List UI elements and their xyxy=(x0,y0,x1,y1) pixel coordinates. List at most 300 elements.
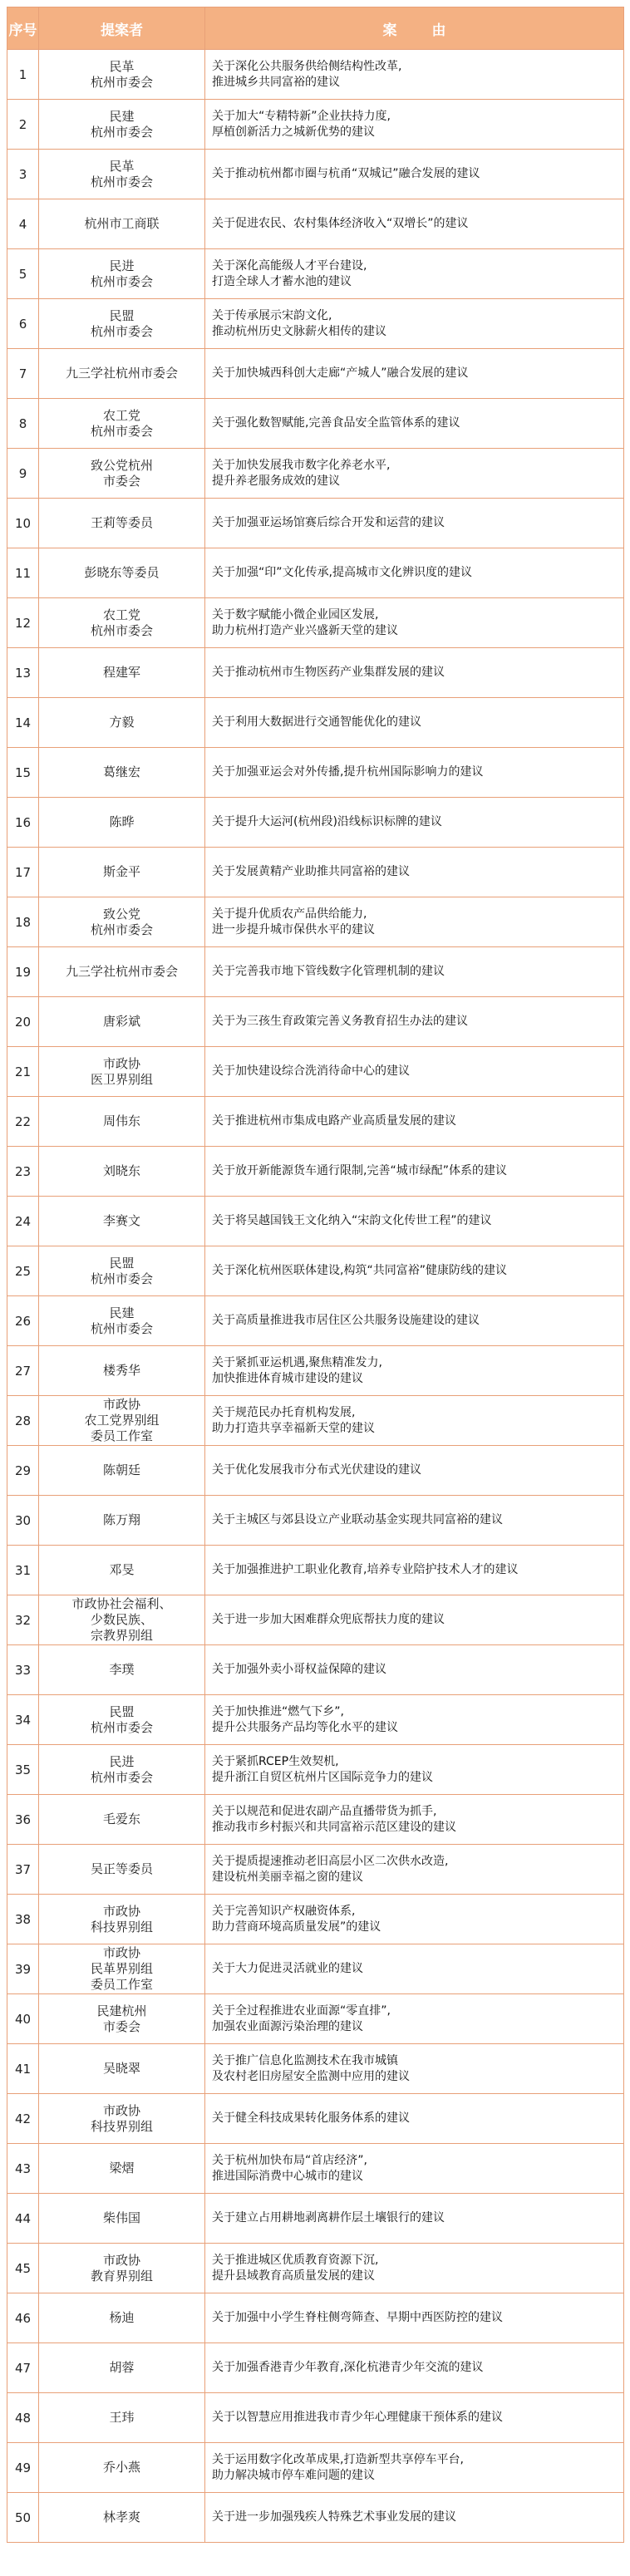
row-reason xyxy=(205,1546,624,1595)
row-reason xyxy=(205,897,624,947)
proposer-line: 市政协 xyxy=(102,2252,140,2268)
reason-line: 进一步提升城市保供水平的建议 xyxy=(212,922,375,937)
proposer-line: 乔小燕 xyxy=(102,2460,140,2475)
proposer-line: 杭州市委会 xyxy=(90,423,153,439)
row-index: 39 xyxy=(7,1944,39,1994)
row-reason xyxy=(205,100,624,150)
row-reason xyxy=(205,2044,624,2094)
row-proposer xyxy=(39,1695,205,1745)
reason-line: 关于优化发展我市分布式光伏建设的建议 xyxy=(212,1463,421,1477)
proposer-line: 民革界别组 xyxy=(90,1961,153,1976)
table-row xyxy=(7,1097,624,1147)
row-index: 20 xyxy=(7,997,39,1047)
row-proposer xyxy=(39,2244,205,2293)
row-index: 40 xyxy=(7,1994,39,2044)
row-proposer xyxy=(39,1296,205,1346)
row-index: 3 xyxy=(7,150,39,199)
proposer-line: 彭晓东等委员 xyxy=(84,565,160,580)
reason-line: 关于加快城西科创大走廊“产城人”融合发展的建议 xyxy=(212,366,469,380)
reason-line: 助力营商环境高质量发展”的建议 xyxy=(212,1920,381,1934)
table-row xyxy=(7,1994,624,2044)
row-proposer xyxy=(39,1994,205,2044)
row-index: 42 xyxy=(7,2094,39,2144)
proposer-line: 农工党 xyxy=(102,607,140,622)
table-row xyxy=(7,848,624,897)
proposer-line: 李璞 xyxy=(109,1662,135,1677)
row-index: 27 xyxy=(7,1346,39,1396)
row-reason xyxy=(205,1346,624,1396)
reason-line: 关于推动杭州市生物医药产业集群发展的建议 xyxy=(212,666,445,679)
row-reason xyxy=(205,1147,624,1197)
row-reason xyxy=(205,698,624,748)
row-index: 36 xyxy=(7,1795,39,1845)
row-reason xyxy=(205,1047,624,1097)
row-index: 37 xyxy=(7,1845,39,1895)
table-row xyxy=(7,100,624,150)
proposer-line: 吴正等委员 xyxy=(90,1861,153,1876)
reason-line: 关于传承展示宋韵文化, xyxy=(212,308,332,322)
row-reason xyxy=(205,548,624,598)
reason-line: 关于完善知识产权融资体系, xyxy=(212,1904,356,1918)
reason-line: 关于加快建设综合洗消待命中心的建议 xyxy=(212,1064,410,1078)
proposer-line: 民盟 xyxy=(109,1703,135,1719)
table-row xyxy=(7,2493,624,2543)
table-row xyxy=(7,249,624,299)
row-index: 41 xyxy=(7,2044,39,2094)
row-index: 15 xyxy=(7,748,39,798)
row-reason xyxy=(205,2443,624,2493)
reason-line: 助力解决城市停车难问题的建议 xyxy=(212,2468,375,2482)
table-row xyxy=(7,150,624,199)
reason-line: 助力打造共享幸福新天堂的建议 xyxy=(212,1421,375,1435)
row-index: 46 xyxy=(7,2293,39,2343)
table-row xyxy=(7,2443,624,2493)
proposer-line: 科技界别组 xyxy=(90,2118,153,2134)
table-row xyxy=(7,1246,624,1296)
row-index: 1 xyxy=(7,50,39,100)
proposer-line: 陈晔 xyxy=(109,814,135,829)
row-reason xyxy=(205,648,624,698)
proposer-line: 科技界别组 xyxy=(90,1919,153,1934)
row-reason xyxy=(205,1645,624,1695)
reason-line: 关于建立占用耕地剥离耕作层土壤银行的建议 xyxy=(212,2211,445,2225)
reason-line: 关于加强香港青少年教育,深化杭港青少年交流的建议 xyxy=(212,2361,484,2374)
table-row xyxy=(7,349,624,399)
reason-line: 关于加大“专精特新”企业扶持力度, xyxy=(212,109,391,123)
row-index: 34 xyxy=(7,1695,39,1745)
row-proposer xyxy=(39,2293,205,2343)
row-index: 11 xyxy=(7,548,39,598)
proposer-line: 杭州市工商联 xyxy=(84,216,160,231)
row-index: 8 xyxy=(7,399,39,449)
reason-line: 推进城乡共同富裕的建议 xyxy=(212,75,340,89)
table-row xyxy=(7,299,624,349)
row-reason xyxy=(205,399,624,449)
row-proposer xyxy=(39,299,205,349)
row-proposer xyxy=(39,1197,205,1246)
reason-line: 关于运用数字化改革成果,打造新型共享停车平台, xyxy=(212,2452,464,2466)
row-reason xyxy=(205,2343,624,2393)
row-proposer xyxy=(39,1047,205,1097)
proposer-line: 市委会 xyxy=(102,473,140,489)
row-index: 22 xyxy=(7,1097,39,1147)
proposer-line: 程建军 xyxy=(102,665,140,680)
row-proposer xyxy=(39,798,205,848)
row-proposer xyxy=(39,648,205,698)
row-proposer xyxy=(39,150,205,199)
row-reason xyxy=(205,1944,624,1994)
table-row xyxy=(7,648,624,698)
proposer-line: 杭州市委会 xyxy=(90,1320,153,1336)
proposer-line: 李赛文 xyxy=(102,1213,140,1228)
table-row xyxy=(7,2343,624,2393)
proposer-line: 陈万翔 xyxy=(102,1512,140,1527)
reason-line: 关于强化数智赋能,完善食品安全监管体系的建议 xyxy=(212,416,460,430)
header-proposer: 提案者 xyxy=(39,7,205,50)
row-proposer xyxy=(39,1595,205,1645)
row-index: 44 xyxy=(7,2194,39,2244)
proposer-line: 农工党 xyxy=(102,407,140,423)
row-index: 38 xyxy=(7,1895,39,1944)
proposer-line: 王玮 xyxy=(109,2410,135,2425)
proposer-line: 民建 xyxy=(109,1305,135,1320)
row-reason xyxy=(205,947,624,997)
table-row xyxy=(7,947,624,997)
row-index: 26 xyxy=(7,1296,39,1346)
row-index: 14 xyxy=(7,698,39,748)
proposer-line: 杭州市委会 xyxy=(90,922,153,937)
row-proposer xyxy=(39,1246,205,1296)
row-reason xyxy=(205,1197,624,1246)
row-proposer xyxy=(39,449,205,499)
reason-line: 关于杭州加快布局“首店经济”, xyxy=(212,2153,367,2167)
table-row xyxy=(7,2094,624,2144)
table-row xyxy=(7,499,624,548)
row-proposer xyxy=(39,897,205,947)
proposer-line: 林孝爽 xyxy=(102,2510,140,2524)
row-reason xyxy=(205,50,624,100)
row-reason xyxy=(205,249,624,299)
reason-line: 关于完善我市地下管线数字化管理机制的建议 xyxy=(212,965,445,978)
reason-line: 关于利用大数据进行交通智能优化的建议 xyxy=(212,715,421,729)
row-reason xyxy=(205,598,624,648)
row-index: 45 xyxy=(7,2244,39,2293)
proposer-line: 民建 xyxy=(109,108,135,124)
row-reason xyxy=(205,1745,624,1795)
reason-line: 打造全球人才蓄水池的建议 xyxy=(212,274,352,288)
proposer-line: 民进 xyxy=(109,258,135,273)
row-proposer xyxy=(39,2493,205,2543)
proposer-line: 柴伟国 xyxy=(102,2210,140,2225)
row-index: 49 xyxy=(7,2443,39,2493)
row-index: 19 xyxy=(7,947,39,997)
table-row xyxy=(7,1446,624,1496)
row-reason xyxy=(205,1446,624,1496)
reason-line: 关于规范民办托育机构发展, xyxy=(212,1405,356,1419)
table-row xyxy=(7,1396,624,1446)
row-index: 43 xyxy=(7,2144,39,2194)
row-index: 25 xyxy=(7,1246,39,1296)
row-index: 47 xyxy=(7,2343,39,2393)
row-index: 31 xyxy=(7,1546,39,1595)
proposer-line: 民革 xyxy=(109,158,135,174)
proposer-line: 医卫界别组 xyxy=(90,1071,153,1087)
row-reason xyxy=(205,2144,624,2194)
table-row xyxy=(7,598,624,648)
reason-line: 关于发展黄精产业助推共同富裕的建议 xyxy=(212,865,410,878)
reason-line: 关于促进农民、农村集体经济收入“双增长”的建议 xyxy=(212,217,469,230)
reason-line: 提升浙江自贸区杭州片区国际竞争力的建议 xyxy=(212,1770,433,1784)
row-index: 12 xyxy=(7,598,39,648)
proposer-line: 杭州市委会 xyxy=(90,124,153,140)
row-proposer xyxy=(39,499,205,548)
reason-line: 厚植创新活力之城新优势的建议 xyxy=(212,125,375,139)
table-row xyxy=(7,1546,624,1595)
reason-line: 关于主城区与郊县设立产业联动基金实现共同富裕的建议 xyxy=(212,1513,503,1526)
proposer-line: 市政协社会福利、 xyxy=(71,1596,172,1611)
row-index: 18 xyxy=(7,897,39,947)
reason-line: 关于加强“印”文化传承,提高城市文化辨识度的建议 xyxy=(212,566,472,579)
reason-line: 关于提升优质农产品供给能力, xyxy=(212,907,367,921)
proposer-line: 杭州市委会 xyxy=(90,174,153,189)
row-proposer xyxy=(39,50,205,100)
row-reason xyxy=(205,997,624,1047)
reason-line: 关于加强亚运会对外传播,提升杭州国际影响力的建议 xyxy=(212,765,484,779)
reason-line: 关于高质量推进我市居住区公共服务设施建设的建议 xyxy=(212,1314,480,1327)
row-proposer xyxy=(39,2443,205,2493)
table-row xyxy=(7,1296,624,1346)
row-reason xyxy=(205,1845,624,1895)
table-row xyxy=(7,2044,624,2094)
row-reason xyxy=(205,798,624,848)
reason-line: 关于推进城区优质教育资源下沉, xyxy=(212,2253,379,2267)
table-row xyxy=(7,1147,624,1197)
row-reason xyxy=(205,2094,624,2144)
proposer-line: 市政协 xyxy=(102,1055,140,1071)
table-row xyxy=(7,2194,624,2244)
row-reason xyxy=(205,1396,624,1446)
table-row xyxy=(7,1197,624,1246)
row-reason xyxy=(205,848,624,897)
reason-line: 关于推广信息化监测技术在我市城镇 xyxy=(212,2053,398,2067)
reason-line: 关于进一步加强残疾人特殊艺术事业发展的建议 xyxy=(212,2510,456,2524)
reason-line: 关于将吴越国钱王文化纳入“宋韵文化传世工程”的建议 xyxy=(212,1214,492,1227)
table-body xyxy=(7,50,624,2543)
row-proposer xyxy=(39,947,205,997)
table-row xyxy=(7,2393,624,2443)
reason-line: 关于全过程推进农业面源“零直排”, xyxy=(212,2003,391,2018)
row-reason xyxy=(205,199,624,249)
reason-line: 关于放开新能源货车通行限制,完善“城市绿配”体系的建议 xyxy=(212,1164,507,1177)
table-header-row xyxy=(7,7,624,50)
table-row xyxy=(7,199,624,249)
proposer-line: 市委会 xyxy=(102,2018,140,2034)
proposer-line: 葛继宏 xyxy=(102,764,140,779)
row-reason xyxy=(205,150,624,199)
row-reason xyxy=(205,1296,624,1346)
reason-line: 关于加强中小学生脊柱侧弯筛查、早期中西医防控的建议 xyxy=(212,2311,503,2324)
row-reason xyxy=(205,2293,624,2343)
reason-line: 关于加快推进“燃气下乡”, xyxy=(212,1704,344,1718)
row-proposer xyxy=(39,249,205,299)
row-proposer xyxy=(39,1845,205,1895)
proposer-line: 杭州市委会 xyxy=(90,1769,153,1785)
header-reason: 案由 xyxy=(205,7,624,50)
reason-line: 建设杭州美丽幸福之窗的建议 xyxy=(212,1870,363,1884)
row-proposer xyxy=(39,349,205,399)
header-index: 序号 xyxy=(7,7,39,50)
reason-line: 加强农业面源污染治理的建议 xyxy=(212,2019,363,2033)
row-reason xyxy=(205,1595,624,1645)
row-proposer xyxy=(39,1645,205,1695)
proposer-line: 九三学社杭州市委会 xyxy=(65,366,178,381)
table-row xyxy=(7,897,624,947)
table-row xyxy=(7,798,624,848)
table-row xyxy=(7,2293,624,2343)
row-reason xyxy=(205,1994,624,2044)
row-proposer xyxy=(39,2343,205,2393)
row-proposer xyxy=(39,1944,205,1994)
row-proposer xyxy=(39,2393,205,2443)
table-row xyxy=(7,1895,624,1944)
row-proposer xyxy=(39,598,205,648)
row-index: 48 xyxy=(7,2393,39,2443)
proposer-line: 杭州市委会 xyxy=(90,323,153,339)
proposer-line: 委员工作室 xyxy=(90,1977,153,1992)
table-row xyxy=(7,1745,624,1795)
reason-line: 推动我市乡村振兴和共同富裕示范区建设的建议 xyxy=(212,1820,456,1834)
reason-line: 关于加强推进护工职业化教育,培养专业陪护技术人才的建议 xyxy=(212,1563,519,1576)
row-proposer xyxy=(39,2194,205,2244)
proposer-line: 委员工作室 xyxy=(90,1428,153,1443)
reason-line: 关于推进杭州市集成电路产业高质量发展的建议 xyxy=(212,1114,456,1128)
proposer-line: 致公党 xyxy=(102,906,140,922)
proposer-line: 周伟东 xyxy=(102,1113,140,1128)
reason-line: 关于紧抓亚运机遇,聚焦精准发力, xyxy=(212,1355,382,1369)
reason-line: 推动杭州历史文脉薪火相传的建议 xyxy=(212,324,386,338)
proposer-line: 少数民族、 xyxy=(90,1612,153,1627)
table-row xyxy=(7,1795,624,1845)
reason-line: 关于以规范和促进农副产品直播带货为抓手, xyxy=(212,1804,437,1818)
row-reason xyxy=(205,1895,624,1944)
row-proposer xyxy=(39,199,205,249)
row-proposer xyxy=(39,1496,205,1546)
row-reason xyxy=(205,2194,624,2244)
row-index: 21 xyxy=(7,1047,39,1097)
row-proposer xyxy=(39,1546,205,1595)
row-index: 17 xyxy=(7,848,39,897)
table-row xyxy=(7,2144,624,2194)
proposer-line: 邓旻 xyxy=(109,1562,135,1577)
reason-line: 关于健全科技成果转化服务体系的建议 xyxy=(212,2111,410,2125)
proposer-line: 毛爱东 xyxy=(102,1812,140,1826)
reason-line: 关于大力促进灵活就业的建议 xyxy=(212,1962,363,1975)
row-index: 30 xyxy=(7,1496,39,1546)
row-proposer xyxy=(39,1147,205,1197)
proposer-line: 王莉等委员 xyxy=(90,515,153,530)
row-proposer xyxy=(39,2044,205,2094)
proposal-table xyxy=(7,7,624,2543)
row-index: 6 xyxy=(7,299,39,349)
proposer-line: 杭州市委会 xyxy=(90,273,153,289)
row-index: 4 xyxy=(7,199,39,249)
proposer-line: 楼秀华 xyxy=(102,1363,140,1378)
proposer-line: 致公党杭州 xyxy=(90,457,153,473)
row-index: 35 xyxy=(7,1745,39,1795)
row-index: 10 xyxy=(7,499,39,548)
row-index: 7 xyxy=(7,349,39,399)
row-reason xyxy=(205,1097,624,1147)
reason-line: 加快推进体育城市建设的建议 xyxy=(212,1371,363,1385)
proposer-line: 民革 xyxy=(109,58,135,74)
proposer-line: 杭州市委会 xyxy=(90,622,153,638)
row-reason xyxy=(205,2493,624,2543)
table-row xyxy=(7,1496,624,1546)
proposer-line: 市政协 xyxy=(102,2102,140,2118)
row-index: 24 xyxy=(7,1197,39,1246)
proposer-line: 市政协 xyxy=(102,1945,140,1960)
proposer-line: 杭州市委会 xyxy=(90,74,153,90)
reason-line: 关于推动杭州都市圈与杭甬“双城记”融合发展的建议 xyxy=(212,167,480,180)
row-index: 9 xyxy=(7,449,39,499)
row-proposer xyxy=(39,1795,205,1845)
reason-line: 助力杭州打造产业兴盛新天堂的建议 xyxy=(212,623,398,637)
row-proposer xyxy=(39,748,205,798)
reason-line: 关于深化高能级人才平台建设, xyxy=(212,258,367,273)
row-proposer xyxy=(39,548,205,598)
reason-line: 关于提质提速推动老旧高层小区二次供水改造, xyxy=(212,1854,449,1868)
row-index: 5 xyxy=(7,249,39,299)
row-index: 32 xyxy=(7,1595,39,1645)
reason-line: 提升县域教育高质量发展的建议 xyxy=(212,2269,375,2283)
reason-line: 关于深化公共服务供给侧结构性改革, xyxy=(212,59,402,73)
reason-line: 关于加快发展我市数字化养老水平, xyxy=(212,458,391,472)
reason-line: 关于加强亚运场馆赛后综合开发和运营的建议 xyxy=(212,516,445,529)
reason-line: 关于为三孩生育政策完善义务教育招生办法的建议 xyxy=(212,1015,468,1028)
row-index: 23 xyxy=(7,1147,39,1197)
row-proposer xyxy=(39,1346,205,1396)
row-reason xyxy=(205,2393,624,2443)
table-row xyxy=(7,997,624,1047)
table-row xyxy=(7,1047,624,1097)
row-reason xyxy=(205,1795,624,1845)
row-index: 28 xyxy=(7,1396,39,1446)
row-proposer xyxy=(39,399,205,449)
reason-line: 提升养老服务成效的建议 xyxy=(212,474,340,488)
row-index: 29 xyxy=(7,1446,39,1496)
row-proposer xyxy=(39,2144,205,2194)
row-proposer xyxy=(39,1446,205,1496)
proposer-line: 宗教界别组 xyxy=(90,1628,153,1643)
proposer-line: 民盟 xyxy=(109,1255,135,1271)
proposer-line: 吴晓翠 xyxy=(102,2061,140,2076)
reason-line: 关于提升大运河(杭州段)沿线标识标牌的建议 xyxy=(212,815,442,828)
row-index: 33 xyxy=(7,1645,39,1695)
row-proposer xyxy=(39,698,205,748)
proposer-line: 民盟 xyxy=(109,307,135,323)
proposer-line: 教育界别组 xyxy=(90,2268,153,2283)
reason-line: 关于以智慧应用推进我市青少年心理健康干预体系的建议 xyxy=(212,2411,503,2424)
proposer-line: 方毅 xyxy=(109,715,135,730)
row-reason xyxy=(205,299,624,349)
row-reason xyxy=(205,449,624,499)
proposer-line: 梁熠 xyxy=(109,2161,135,2175)
row-index: 2 xyxy=(7,100,39,150)
row-proposer xyxy=(39,997,205,1047)
table-row xyxy=(7,1845,624,1895)
row-proposer xyxy=(39,1097,205,1147)
reason-line: 关于加强外卖小哥权益保障的建议 xyxy=(212,1663,386,1676)
